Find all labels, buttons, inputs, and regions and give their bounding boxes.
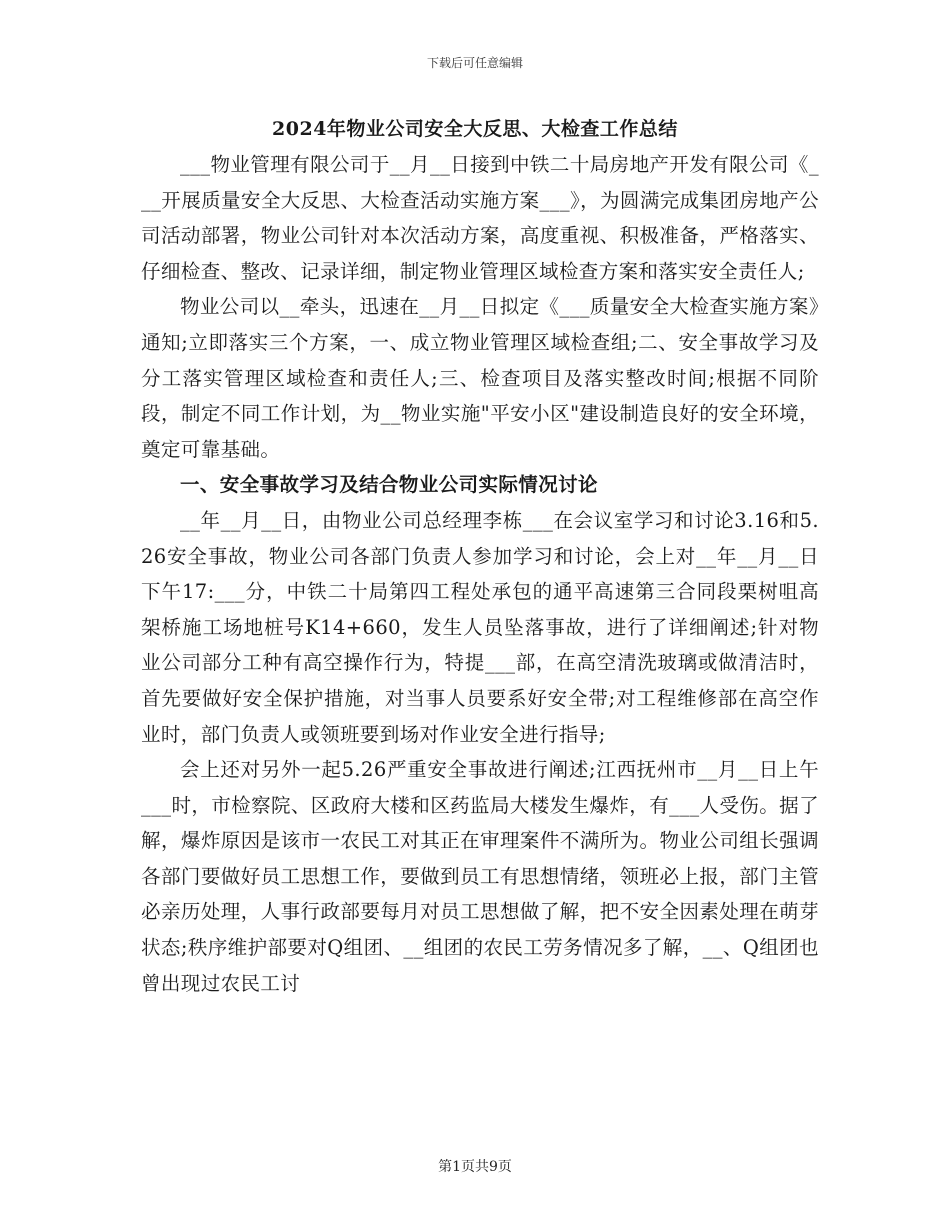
paragraph-explosion: 会上还对另外一起5.26严重安全事故进行阐述;江西抚州市__月__日上午___时，市检察院、区政府大楼和区药监局大楼发生爆炸，有___人受伤。据了解，爆炸原因是该市一农民工对其正在审理案件不满所为。物业公司组长强调各部门要做好员工思想工作，要做到员工有思想情绪，领班必上报，部门主管必亲历处理，人事行政部要每月对员工思想做了解，把不安全因素处理在萌芽状态;秩序维护部要对Q组团、__组团的农民工劳务情况多了解，__、Q组团也曾出现过农民工讨 xyxy=(141,758,819,995)
paragraph-meeting: __年__月__日，由物业公司总经理李栋___在会议室学习和讨论3.16和5.26安全事故，物业公司各部门负责人参加学习和讨论，会上对__年__月__日下午17:___分，中铁二十局第四工程处承包的通平高速第三合同段栗树咀高架桥施工场地桩号K14+660，发生人员坠落事故，进行了详细阐述;针对物业公司部分工种有高空操作行为，特提___部，在高空清洗玻璃或做清洁时，首先要做好安全保护措施，对当事人员要系好安全带;对工程维修部在高空作业时，部门负责人或领班要到场对作业安全进行指导; xyxy=(141,508,819,746)
section-heading-1: 一、安全事故学习及结合物业公司实际情况讨论 xyxy=(180,473,598,497)
paragraph-intro: ___物业管理有限公司于__月__日接到中铁二十局房地产开发有限公司《___开展质量安全大反思、大检查活动实施方案___》，为圆满完成集团房地产公司活动部署，物业公司针对本次活动方案，高度重视、积极准备，严格落实、仔细检查、整改、记录详细，制定物业管理区域检查方案和落实安全责任人; xyxy=(141,153,819,283)
document-title: 2024年物业公司安全大反思、大检查工作总结 xyxy=(272,118,678,140)
page-number: 第1页共9页 xyxy=(438,1159,512,1175)
header-note: 下载后可任意编辑 xyxy=(426,56,523,70)
paragraph-plan: 物业公司以__牵头，迅速在__月__日拟定《___质量安全大检查实施方案》通知;立即落实三个方案，一、成立物业管理区域检查组;二、安全事故学习及分工落实管理区域检查和责任人;三、检查项目及落实整改时间;根据不同阶段，制定不同工作计划，为__物业实施"平安小区"建设制造良好的安全环境，奠定可靠基础。 xyxy=(141,295,819,461)
document-body xyxy=(141,147,819,1001)
